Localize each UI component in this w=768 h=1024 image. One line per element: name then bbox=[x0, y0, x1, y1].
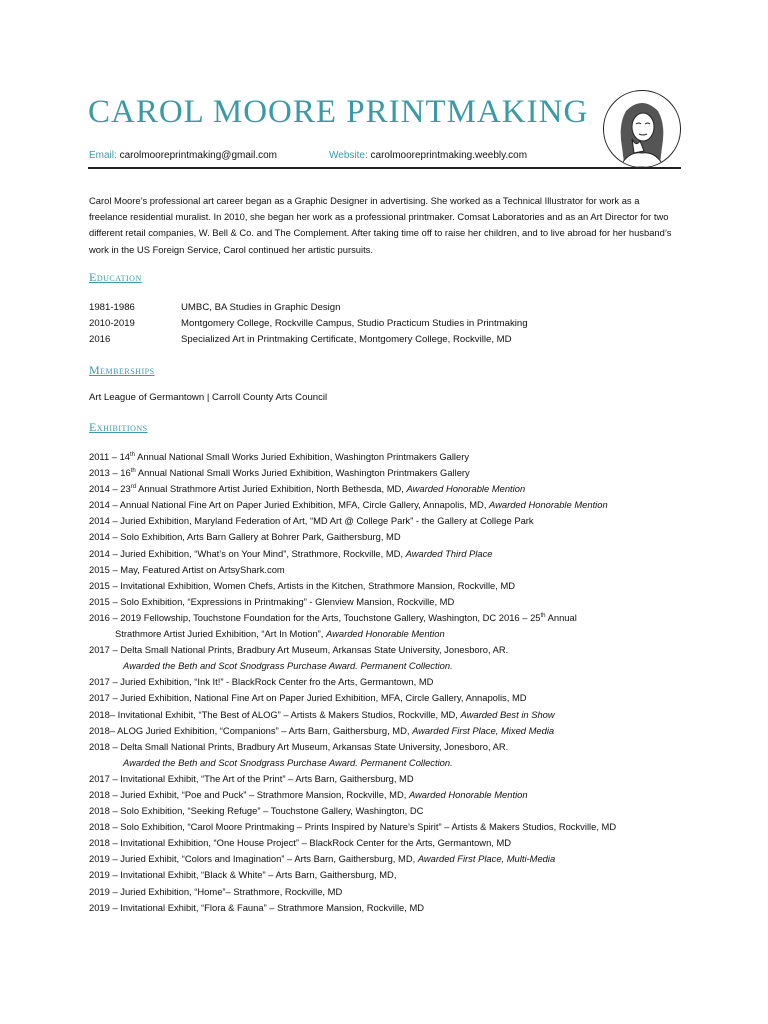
intro-paragraph: Carol Moore’s professional art career began as a Graphic Designer in advertising. She worked as a Technical Illustrator for work as a freelance residential muralist. In 2010, she began her work as a professional printmaker. Comsat Laboratories and as an Art Director for two different retail companies, W. Bell & Co. and The Complement. After taking time off to raise her children, and to live abroad for her husband’s work in the US Foreign Service, Carol continued her artistic pursuits. bbox=[89, 195, 672, 255]
exhibition-award: Awarded Honorable Mention bbox=[489, 499, 608, 511]
exhibition-text: 2019 – Juried Exhibition, “Home”– Strathmore, Rockville, MD bbox=[89, 885, 343, 897]
exhibition-row bbox=[89, 690, 689, 706]
education-text: Montgomery College, Rockville Campus, Studio Practicum Studies in Printmaking bbox=[181, 318, 528, 329]
website-link[interactable]: carolmooreprintmaking.weebly.com bbox=[370, 150, 528, 161]
exhibition-row bbox=[89, 513, 689, 529]
exhibition-award: Awarded First Place, Multi-Media bbox=[417, 853, 556, 865]
exhibition-text: Annual Strathmore Artist Juried Exhibition, North Bethesda, MD, bbox=[136, 483, 407, 495]
email-address-link[interactable]: carolmooreprintmaking@gmail.com bbox=[119, 150, 278, 161]
exhibition-text: 2013 – 16 bbox=[89, 467, 131, 479]
exhibition-text: 2018– ALOG Juried Exhibition, “Companions” – Arts Barn, Gaithersburg, MD, bbox=[89, 724, 413, 736]
exhibition-text: 2018 – Solo Exhibition, “Seeking Refuge” – Touchstone Gallery, Washington, DC bbox=[89, 805, 424, 817]
exhibition-row bbox=[89, 867, 689, 883]
exhibition-text: 2015 – Solo Exhibition, “Expressions in Printmaking” - Glenview Mansion, Rockville, MD bbox=[89, 595, 455, 607]
education-heading: Education bbox=[89, 270, 142, 284]
exhibition-row bbox=[89, 835, 689, 851]
exhibition-text: 2014 – Juried Exhibition, Maryland Federation of Art, “MD Art @ College Park” - the Gallery at College Park bbox=[89, 515, 534, 527]
education-row bbox=[89, 332, 528, 348]
education-text: UMBC, BA Studies in Graphic Design bbox=[181, 302, 341, 313]
contact-email bbox=[89, 150, 277, 161]
exhibition-text: 2018– Invitational Exhibit, “The Best of ALOG” – Artists & Makers Studios, Rockville, MD, bbox=[89, 708, 461, 720]
exhibition-text: Annual bbox=[545, 611, 577, 623]
portrait-face bbox=[632, 113, 654, 141]
exhibition-row bbox=[89, 610, 689, 626]
exhibition-text: 2014 – Solo Exhibition, Arts Barn Gallery at Bohrer Park, Gaithersburg, MD bbox=[89, 531, 401, 543]
exhibition-ordinal-suffix: th bbox=[540, 612, 546, 619]
exhibition-text: 2017 – Delta Small National Prints, Bradbury Art Museum, Arkansas State University, Jonesboro, AR. bbox=[89, 644, 509, 656]
exhibition-text: Annual National Small Works Juried Exhibition, Washington Printmakers Gallery bbox=[135, 467, 470, 479]
exhibitions-heading: Exhibitions bbox=[89, 420, 148, 434]
exhibition-text: 2016 – 2019 Fellowship, Touchstone Foundation for the Arts, Touchstone Gallery, Washington, DC 2016 – 25 bbox=[89, 611, 541, 623]
exhibition-row bbox=[89, 819, 689, 835]
exhibition-text: 2017 – Invitational Exhibit, “The Art of the Print” – Arts Barn, Gaithersburg, MD bbox=[89, 772, 414, 784]
exhibition-text: 2019 – Juried Exhibit, “Colors and Imagination” – Arts Barn, Gaithersburg, MD, bbox=[89, 853, 418, 865]
exhibition-row bbox=[89, 481, 689, 497]
exhibition-text: 2014 – Annual National Fine Art on Paper Juried Exhibition, MFA, Circle Gallery, Annapolis, MD, bbox=[89, 499, 490, 511]
website-label: Website: bbox=[329, 150, 368, 161]
exhibition-text: 2018 – Juried Exhibit, “Poe and Puck” – Strathmore Mansion, Rockville, MD, bbox=[89, 788, 409, 800]
exhibition-text: 2019 – Invitational Exhibit, “Black & White” – Arts Barn, Gaithersburg, MD, bbox=[89, 869, 397, 881]
exhibition-text: 2014 – 23 bbox=[89, 483, 131, 495]
exhibition-row bbox=[89, 771, 689, 787]
header-divider bbox=[88, 167, 681, 169]
exhibition-row bbox=[89, 465, 689, 481]
education-row bbox=[89, 316, 528, 332]
exhibition-ordinal-suffix: th bbox=[130, 467, 136, 474]
memberships-text: Art League of Germantown | Carroll County Arts Council bbox=[89, 392, 328, 403]
exhibition-row bbox=[89, 884, 689, 900]
education-years: 2016 bbox=[89, 334, 111, 345]
exhibition-award: Awarded Honorable Mention bbox=[326, 628, 445, 640]
education-list bbox=[89, 300, 528, 348]
exhibition-row bbox=[89, 674, 689, 690]
exhibition-row bbox=[89, 449, 689, 465]
exhibition-text: 2011 – 14 bbox=[89, 451, 131, 462]
exhibition-text: 2015 – May, Featured Artist on ArtsyShark.com bbox=[89, 563, 285, 575]
exhibition-text: 2015 – Invitational Exhibition, Women Chefs, Artists in the Kitchen, Strathmore Mansion, Rockville, MD bbox=[89, 579, 516, 591]
exhibition-text: Annual National Small Works Juried Exhibition, Washington Printmakers Gallery bbox=[135, 451, 470, 462]
exhibition-row bbox=[89, 626, 689, 642]
exhibition-row bbox=[89, 723, 689, 739]
education-years: 2010-2019 bbox=[89, 318, 135, 329]
exhibition-award: Awarded Third Place bbox=[405, 547, 493, 559]
exhibition-text: 2014 – Juried Exhibition, “What’s on Your Mind”, Strathmore, Rockville, MD, bbox=[89, 547, 406, 559]
education-years: 1981-1986 bbox=[89, 302, 135, 313]
exhibition-row bbox=[89, 562, 689, 578]
exhibition-row bbox=[89, 803, 689, 819]
exhibition-award: Awarded the Beth and Scot Snodgrass Purchase Award. Permanent Collection. bbox=[123, 660, 453, 672]
portrait-drawing bbox=[604, 91, 680, 167]
exhibition-row bbox=[89, 851, 689, 867]
exhibition-text: 2017 – Juried Exhibition, “Ink It!” - BlackRock Center fro the Arts, Germantown, MD bbox=[89, 676, 434, 688]
exhibition-row bbox=[89, 546, 689, 562]
exhibition-text: 2018 – Delta Small National Prints, Bradbury Art Museum, Arkansas State University, Jonesboro, AR. bbox=[89, 740, 509, 752]
exhibition-row bbox=[89, 642, 689, 658]
exhibition-row bbox=[89, 739, 689, 755]
artist-portrait-image bbox=[603, 90, 681, 168]
exhibitions-list bbox=[89, 449, 689, 916]
exhibition-row bbox=[89, 658, 689, 674]
exhibition-text: 2017 – Juried Exhibition, National Fine Art on Paper Juried Exhibition, MFA, Circle Gallery, Annapolis, MD bbox=[89, 692, 527, 704]
exhibition-ordinal-suffix: rd bbox=[130, 484, 137, 491]
exhibition-row bbox=[89, 594, 689, 610]
contact-website bbox=[329, 150, 527, 161]
exhibition-row bbox=[89, 529, 689, 545]
exhibition-award: Awarded First Place, Mixed Media bbox=[412, 724, 555, 736]
exhibition-row bbox=[89, 755, 689, 771]
exhibition-text: 2019 – Invitational Exhibit, “Flora & Fauna” – Strathmore Mansion, Rockville, MD bbox=[89, 901, 425, 913]
education-row bbox=[89, 300, 528, 316]
exhibition-row bbox=[89, 497, 689, 513]
exhibition-award: Awarded the Beth and Scot Snodgrass Purchase Award. Permanent Collection. bbox=[123, 756, 453, 768]
exhibition-row bbox=[89, 707, 689, 723]
education-text: Specialized Art in Printmaking Certificate, Montgomery College, Rockville, MD bbox=[181, 334, 512, 345]
page-title: CAROL MOORE PRINTMAKING bbox=[88, 94, 589, 130]
exhibition-row bbox=[89, 578, 689, 594]
exhibition-award: Awarded Honorable Mention bbox=[408, 788, 528, 800]
email-label: Email: bbox=[89, 150, 117, 161]
exhibition-row bbox=[89, 787, 689, 803]
exhibition-text: 2018 – Solo Exhibition, “Carol Moore Printmaking – Prints Inspired by Nature’s Spirit” – Artists & Makers Studios, Rockville, MD bbox=[89, 821, 617, 833]
exhibition-award: Awarded Best in Show bbox=[460, 708, 555, 720]
exhibition-row bbox=[89, 900, 689, 916]
memberships-heading: Memberships bbox=[89, 363, 155, 377]
exhibition-ordinal-suffix: th bbox=[130, 451, 136, 458]
exhibition-text: Strathmore Artist Juried Exhibition, “Art In Motion”, bbox=[115, 628, 327, 640]
exhibition-award: Awarded Honorable Mention bbox=[406, 483, 526, 495]
exhibition-text: 2018 – Invitational Exhibition, “One House Project” – BlackRock Center for the Arts, Germantown, MD bbox=[89, 837, 512, 849]
